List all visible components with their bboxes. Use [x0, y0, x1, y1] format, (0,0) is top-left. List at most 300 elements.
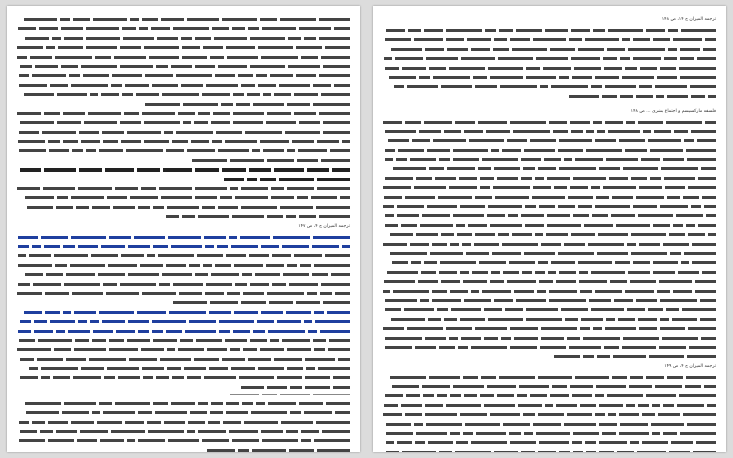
word — [538, 451, 556, 452]
word — [285, 131, 320, 134]
word — [222, 168, 246, 172]
word — [242, 402, 253, 405]
word — [202, 439, 229, 442]
word — [390, 376, 426, 379]
word — [463, 432, 473, 435]
word — [552, 385, 567, 388]
body-line — [17, 72, 350, 79]
body-line — [383, 55, 716, 62]
word — [227, 292, 240, 295]
word — [510, 441, 536, 444]
word — [307, 292, 317, 295]
word — [498, 233, 509, 236]
word — [195, 37, 211, 40]
word — [538, 261, 548, 264]
word — [490, 413, 520, 416]
word — [685, 385, 701, 388]
word — [595, 76, 619, 79]
word — [195, 187, 227, 190]
word — [269, 301, 293, 304]
word — [167, 206, 199, 209]
word — [17, 187, 40, 190]
word — [423, 394, 434, 397]
word — [468, 224, 487, 227]
word — [472, 271, 488, 274]
word — [120, 121, 141, 124]
word — [322, 430, 350, 433]
body-line — [383, 128, 716, 135]
word — [671, 441, 693, 444]
word — [595, 413, 605, 416]
word — [497, 394, 514, 397]
word — [484, 404, 515, 407]
word — [26, 411, 59, 414]
word — [518, 404, 542, 407]
word — [659, 346, 686, 349]
word — [625, 67, 637, 70]
body-line — [17, 82, 350, 89]
word — [564, 158, 572, 161]
word — [81, 65, 117, 68]
word — [620, 423, 648, 426]
word — [296, 301, 320, 304]
word — [386, 451, 399, 452]
word — [523, 413, 535, 416]
word — [292, 140, 314, 143]
word — [512, 233, 532, 236]
word — [424, 121, 452, 124]
word — [568, 196, 593, 199]
word — [446, 404, 481, 407]
word — [702, 196, 716, 199]
word — [636, 299, 657, 302]
word — [490, 280, 504, 283]
word — [548, 271, 556, 274]
word — [93, 330, 113, 333]
word — [540, 85, 548, 88]
word — [233, 112, 264, 115]
word — [459, 177, 477, 180]
word — [432, 290, 447, 293]
word — [596, 196, 609, 199]
word — [335, 292, 350, 295]
word — [29, 367, 38, 370]
word — [678, 271, 699, 274]
word — [328, 348, 350, 351]
word — [398, 149, 424, 152]
word — [415, 346, 436, 349]
word — [145, 74, 173, 77]
word — [536, 432, 570, 435]
word — [467, 38, 491, 41]
word — [248, 358, 271, 361]
word — [385, 394, 403, 397]
word — [446, 29, 482, 32]
word — [619, 432, 649, 435]
word — [226, 46, 255, 49]
word — [97, 421, 122, 424]
word — [488, 67, 523, 70]
word — [663, 432, 677, 435]
word — [32, 421, 45, 424]
word — [152, 320, 186, 323]
word — [137, 168, 160, 172]
word — [597, 355, 610, 358]
word — [475, 196, 492, 199]
word — [432, 243, 447, 246]
word — [71, 196, 104, 199]
word — [691, 95, 705, 98]
word — [453, 149, 488, 152]
word — [301, 56, 318, 59]
word — [317, 187, 350, 190]
word — [586, 130, 594, 133]
word — [558, 205, 575, 208]
word — [153, 245, 168, 248]
word — [608, 29, 643, 32]
word — [44, 168, 76, 172]
word — [103, 411, 135, 414]
word — [700, 318, 716, 321]
word — [141, 187, 156, 190]
word — [330, 149, 350, 152]
word — [405, 121, 421, 124]
word — [192, 159, 227, 162]
word — [20, 65, 32, 68]
word — [218, 65, 247, 68]
word — [697, 57, 716, 60]
word — [268, 402, 296, 405]
reference-header: ترجمه المیزان ج ۴، ص ۱۴۹ — [664, 363, 716, 369]
word — [605, 85, 636, 88]
word — [404, 308, 434, 311]
body-line — [17, 374, 350, 381]
word — [329, 339, 350, 342]
word — [425, 404, 443, 407]
word — [543, 67, 571, 70]
word — [652, 404, 660, 407]
word — [73, 18, 90, 21]
word — [646, 394, 676, 397]
word — [696, 441, 716, 444]
word — [102, 131, 124, 134]
word — [109, 236, 131, 239]
word — [450, 432, 460, 435]
body-line — [17, 194, 350, 201]
word — [625, 290, 654, 293]
word — [308, 330, 317, 333]
word — [588, 243, 624, 246]
body-line — [383, 250, 716, 257]
word — [703, 48, 716, 51]
word — [63, 112, 85, 115]
word — [74, 348, 106, 351]
word — [307, 168, 329, 172]
word — [533, 38, 566, 41]
word — [638, 121, 663, 124]
word — [41, 376, 50, 379]
word — [521, 177, 532, 180]
word — [50, 84, 68, 87]
word — [533, 423, 561, 426]
word — [556, 280, 576, 283]
word — [53, 376, 70, 379]
word — [499, 376, 535, 379]
word — [118, 376, 140, 379]
word — [475, 327, 507, 330]
word — [90, 93, 98, 96]
word — [92, 411, 100, 414]
word — [44, 245, 60, 248]
word — [57, 93, 87, 96]
word — [545, 404, 553, 407]
word — [503, 423, 530, 426]
word — [229, 236, 237, 239]
word — [220, 196, 232, 199]
word — [539, 441, 569, 444]
word — [315, 320, 350, 323]
word — [532, 196, 565, 199]
word — [56, 206, 73, 209]
word — [450, 290, 468, 293]
word — [391, 318, 425, 321]
word — [247, 93, 260, 96]
word — [188, 421, 205, 424]
word — [108, 264, 137, 267]
word — [205, 245, 214, 248]
word — [390, 233, 413, 236]
word — [661, 167, 698, 170]
section-header: فلسفه مارکسیسم و اجتماع بشری ... ص ۱۴۸ — [630, 108, 716, 114]
word — [211, 121, 230, 124]
word — [280, 18, 316, 21]
word — [578, 48, 604, 51]
word — [261, 430, 283, 433]
word — [298, 149, 327, 152]
word — [397, 214, 419, 217]
body-line — [383, 65, 716, 72]
word — [700, 299, 716, 302]
word — [670, 252, 681, 255]
word — [521, 214, 544, 217]
word — [128, 273, 159, 276]
word — [569, 346, 601, 349]
body-line — [17, 365, 350, 372]
word — [334, 27, 350, 30]
word — [166, 264, 186, 267]
word — [638, 318, 657, 321]
word — [256, 74, 267, 77]
word — [300, 264, 311, 267]
word — [63, 311, 71, 314]
word — [553, 130, 568, 133]
body-line — [383, 335, 716, 342]
word — [195, 196, 217, 199]
word — [287, 367, 303, 370]
word — [184, 367, 206, 370]
word — [55, 264, 67, 267]
word — [401, 224, 417, 227]
word — [312, 245, 339, 248]
word — [669, 451, 690, 452]
word — [585, 441, 596, 444]
word — [541, 243, 561, 246]
word — [304, 411, 332, 414]
word — [593, 327, 602, 330]
word — [612, 376, 627, 379]
word — [185, 330, 216, 333]
body-line — [17, 271, 350, 278]
word — [166, 215, 179, 218]
word — [466, 252, 489, 255]
body-line — [17, 213, 350, 220]
word — [299, 402, 323, 405]
word — [422, 385, 450, 388]
word — [161, 196, 192, 199]
word — [659, 280, 692, 283]
word — [490, 76, 523, 79]
word — [140, 264, 163, 267]
word — [143, 376, 153, 379]
word — [258, 367, 284, 370]
word — [195, 273, 208, 276]
word — [233, 93, 244, 96]
word — [456, 224, 465, 227]
word — [20, 376, 38, 379]
body-line — [383, 156, 716, 163]
word — [639, 85, 652, 88]
word — [653, 224, 670, 227]
word — [46, 273, 63, 276]
word — [93, 18, 127, 21]
word — [296, 46, 322, 49]
word — [113, 206, 135, 209]
word — [463, 280, 487, 283]
word — [439, 451, 452, 452]
word — [162, 93, 199, 96]
word — [194, 121, 208, 124]
word — [17, 112, 41, 115]
word — [558, 149, 583, 152]
word — [692, 243, 716, 246]
word — [323, 301, 350, 304]
word — [464, 299, 491, 302]
word — [297, 159, 318, 162]
footnote-line — [17, 428, 350, 435]
word — [556, 404, 577, 407]
word — [637, 451, 666, 452]
word — [571, 29, 590, 32]
word — [231, 367, 255, 370]
word — [261, 56, 298, 59]
word — [318, 367, 350, 370]
word — [385, 130, 416, 133]
word — [610, 280, 627, 283]
word — [35, 65, 58, 68]
word — [639, 327, 657, 330]
word — [627, 243, 636, 246]
word — [541, 327, 577, 330]
word — [680, 48, 700, 51]
word — [385, 337, 422, 340]
body-line — [17, 35, 350, 42]
word — [586, 149, 622, 152]
word — [48, 421, 68, 424]
word — [321, 283, 350, 286]
body-line — [17, 337, 350, 344]
word — [465, 423, 500, 426]
word — [471, 48, 490, 51]
word — [20, 121, 54, 124]
word — [422, 214, 450, 217]
body-line — [383, 374, 716, 381]
word — [195, 65, 215, 68]
word — [660, 327, 685, 330]
word — [507, 280, 536, 283]
word — [591, 186, 600, 189]
word — [545, 29, 568, 32]
word — [418, 280, 438, 283]
heading-line — [17, 176, 350, 183]
word — [537, 290, 546, 293]
word — [290, 386, 302, 389]
word — [667, 376, 683, 379]
word — [655, 85, 687, 88]
word — [433, 139, 466, 142]
word — [24, 93, 54, 96]
word — [491, 149, 499, 152]
word — [197, 254, 223, 257]
word — [420, 299, 429, 302]
word — [499, 29, 513, 32]
word — [127, 339, 150, 342]
body-line — [383, 36, 716, 43]
word — [599, 404, 623, 407]
word — [646, 376, 664, 379]
word — [385, 224, 398, 227]
word — [495, 196, 529, 199]
word — [260, 178, 276, 182]
body-line — [17, 157, 350, 164]
word — [485, 29, 496, 32]
word — [139, 27, 148, 30]
word — [571, 233, 595, 236]
word — [525, 224, 544, 227]
word — [687, 355, 716, 358]
word — [392, 261, 408, 264]
word — [617, 451, 634, 452]
word — [267, 386, 287, 389]
word — [414, 423, 423, 426]
paragraph-gap — [383, 102, 716, 105]
word — [232, 27, 245, 30]
word — [441, 85, 472, 88]
word — [524, 252, 555, 255]
word — [225, 339, 247, 342]
word — [386, 423, 411, 426]
word — [171, 245, 202, 248]
word — [319, 74, 350, 77]
word — [130, 196, 158, 199]
body-line — [383, 383, 716, 390]
word — [24, 311, 42, 314]
body-line — [17, 91, 350, 98]
word — [456, 441, 468, 444]
word — [296, 74, 316, 77]
word — [156, 376, 169, 379]
word — [626, 121, 635, 124]
word — [304, 37, 316, 40]
